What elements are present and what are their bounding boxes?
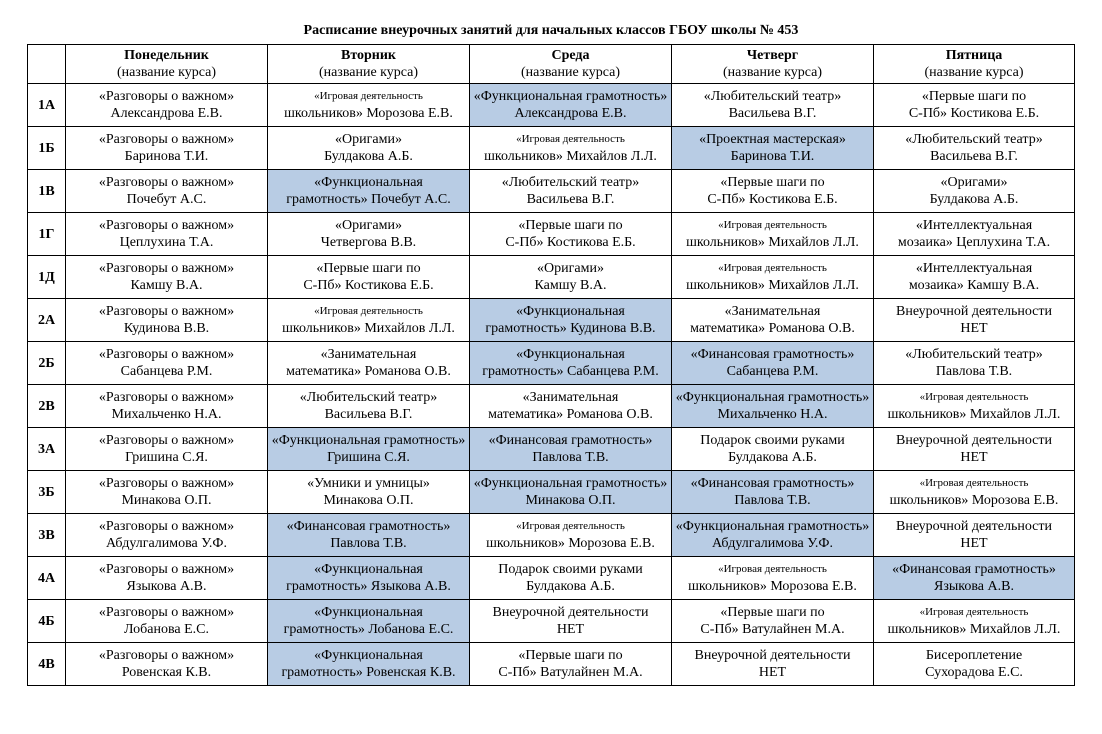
day-name: Понедельник xyxy=(124,48,209,63)
course-teacher: Абдулгалимова У.Ф. xyxy=(106,536,227,551)
schedule-cell xyxy=(470,299,672,342)
course-teacher: Языкова А.В. xyxy=(934,579,1014,594)
class-label: 1А xyxy=(28,84,66,127)
course-teacher: Павлова Т.В. xyxy=(532,450,609,465)
course-name: «Разговоры о важном» xyxy=(98,261,235,276)
course-teacher: С-Пб» Костикова Е.Б. xyxy=(505,235,636,250)
course-name: «Любительский театр» xyxy=(299,390,438,405)
course-name: «Интеллектуальная xyxy=(915,261,1033,276)
course-teacher: Васильева В.Г. xyxy=(930,149,1018,164)
schedule-cell xyxy=(66,514,268,557)
course-teacher: Михальченко Н.А. xyxy=(717,407,828,422)
course-name: «Функциональная грамотность» xyxy=(473,476,668,491)
course-teacher: Цеплухина Т.А. xyxy=(119,235,214,250)
course-teacher: НЕТ xyxy=(960,536,988,551)
day-subtitle: (название курса) xyxy=(318,65,419,80)
course-name: «Игровая деятельность xyxy=(919,606,1029,618)
course-teacher: Минакова О.П. xyxy=(121,493,212,508)
course-name: «Игровая деятельность xyxy=(718,219,827,231)
class-label: 1Д xyxy=(28,256,66,299)
schedule-cell xyxy=(268,600,470,643)
day-subtitle: (название курса) xyxy=(924,65,1024,80)
schedule-cell xyxy=(874,299,1075,342)
course-name: «Первые шаги по xyxy=(316,261,421,276)
schedule-cell xyxy=(268,471,470,514)
course-name: «Функциональная xyxy=(314,562,423,577)
schedule-cell xyxy=(470,170,672,213)
course-name: «Разговоры о важном» xyxy=(98,347,235,362)
course-name: Бисероплетение xyxy=(925,648,1023,663)
schedule-cell xyxy=(66,557,268,600)
table-row xyxy=(28,471,1075,514)
course-teacher: грамотность» Ровенская К.В. xyxy=(281,665,456,680)
course-teacher: НЕТ xyxy=(960,321,988,336)
course-teacher: Булдакова А.Б. xyxy=(728,450,817,465)
course-name: «Разговоры о важном» xyxy=(98,132,235,147)
schedule-cell xyxy=(874,643,1075,686)
course-teacher: Лобанова Е.С. xyxy=(123,622,209,637)
day-name: Среда xyxy=(551,48,590,63)
course-teacher: Гришина С.Я. xyxy=(125,450,208,465)
course-teacher: Александрова Е.В. xyxy=(514,106,627,121)
course-name: «Разговоры о важном» xyxy=(98,433,235,448)
course-name: «Разговоры о важном» xyxy=(98,519,235,534)
table-row xyxy=(28,514,1075,557)
course-teacher: школьников» Морозова Е.В. xyxy=(889,493,1059,508)
header-row xyxy=(28,45,1075,84)
course-teacher: С-Пб» Ватулайнен М.А. xyxy=(498,665,643,680)
schedule-cell xyxy=(66,643,268,686)
course-name: «Первые шаги по xyxy=(720,605,825,620)
course-teacher: Абдулгалимова У.Ф. xyxy=(712,536,833,551)
course-name: «Финансовая грамотность» xyxy=(488,433,653,448)
schedule-cell xyxy=(874,557,1075,600)
class-label: 2А xyxy=(28,299,66,342)
course-name: «Первые шаги по xyxy=(921,89,1027,104)
schedule-cell xyxy=(268,256,470,299)
course-name: «Функциональная xyxy=(516,347,625,362)
course-teacher: грамотность» Почебут А.С. xyxy=(286,192,451,207)
schedule-cell xyxy=(66,342,268,385)
schedule-cell xyxy=(470,127,672,170)
course-teacher: Гришина С.Я. xyxy=(327,450,410,465)
course-name: «Проектная мастерская» xyxy=(699,132,846,147)
schedule-cell xyxy=(470,213,672,256)
day-subtitle: (название курса) xyxy=(722,65,823,80)
course-name: «Любительский театр» xyxy=(905,132,1043,147)
course-teacher: Языкова А.В. xyxy=(126,579,207,594)
course-teacher: грамотность» Лобанова Е.С. xyxy=(283,622,454,637)
day-name: Вторник xyxy=(340,48,396,63)
day-header-tuesday xyxy=(268,45,470,84)
course-name: «Функциональная xyxy=(516,304,625,319)
course-teacher: школьников» Михайлов Л.Л. xyxy=(686,278,859,293)
course-name: Внеурочной деятельности xyxy=(694,648,851,663)
course-teacher: мозаика» Камшу В.А. xyxy=(908,278,1040,293)
course-name: «Оригами» xyxy=(335,218,402,233)
course-teacher: Михальченко Н.А. xyxy=(111,407,222,422)
course-teacher: Васильева В.Г. xyxy=(324,407,413,422)
course-teacher: Камшу В.А. xyxy=(534,278,607,293)
day-name: Четверг xyxy=(746,48,799,63)
schedule-cell xyxy=(66,385,268,428)
course-teacher: Камшу В.А. xyxy=(130,278,203,293)
course-name: «Оригами» xyxy=(940,175,1008,190)
course-teacher: школьников» Михайлов Л.Л. xyxy=(887,407,1061,422)
course-name: «Любительский театр» xyxy=(703,89,842,104)
schedule-cell xyxy=(672,428,874,471)
course-teacher: Булдакова А.Б. xyxy=(526,579,615,594)
course-teacher: математика» Романова О.В. xyxy=(690,321,855,336)
table-row xyxy=(28,299,1075,342)
course-teacher: Баринова Т.И. xyxy=(124,149,209,164)
course-name: «Игровая деятельность xyxy=(516,520,625,532)
course-name: «Функциональная грамотность» xyxy=(271,433,466,448)
day-header-friday xyxy=(874,45,1075,84)
course-teacher: Сухорадова Е.С. xyxy=(925,665,1023,680)
course-teacher: Павлова Т.В. xyxy=(330,536,407,551)
course-teacher: математика» Романова О.В. xyxy=(286,364,451,379)
table-row xyxy=(28,213,1075,256)
course-name: «Занимательная xyxy=(724,304,821,319)
schedule-cell xyxy=(672,471,874,514)
schedule-cell xyxy=(672,643,874,686)
course-teacher: школьников» Михайлов Л.Л. xyxy=(282,321,455,336)
schedule-cell xyxy=(268,557,470,600)
course-name: «Игровая деятельность xyxy=(919,477,1029,489)
course-teacher: Почебут А.С. xyxy=(126,192,207,207)
course-name: Подарок своими руками xyxy=(700,433,845,448)
course-teacher: Васильева В.Г. xyxy=(728,106,817,121)
course-name: «Игровая деятельность xyxy=(314,305,423,317)
schedule-cell xyxy=(268,170,470,213)
schedule-cell xyxy=(874,213,1075,256)
schedule-cell xyxy=(672,84,874,127)
course-teacher: Васильева В.Г. xyxy=(526,192,615,207)
class-label: 1Г xyxy=(28,213,66,256)
course-teacher: школьников» Михайлов Л.Л. xyxy=(887,622,1061,637)
course-name: «Любительский театр» xyxy=(501,175,640,190)
course-teacher: Павлова Т.В. xyxy=(734,493,811,508)
course-name: «Игровая деятельность xyxy=(718,262,827,274)
course-name: «Разговоры о важном» xyxy=(98,390,235,405)
class-label: 2В xyxy=(28,385,66,428)
course-name: «Функциональная грамотность» xyxy=(675,519,870,534)
schedule-cell xyxy=(268,514,470,557)
course-name: Внеурочной деятельности xyxy=(895,433,1052,448)
schedule-cell xyxy=(874,342,1075,385)
schedule-cell xyxy=(470,385,672,428)
class-label: 3А xyxy=(28,428,66,471)
table-row xyxy=(28,557,1075,600)
corner-cell xyxy=(28,45,66,84)
course-name: Внеурочной деятельности xyxy=(895,304,1052,319)
schedule-cell xyxy=(874,84,1075,127)
course-teacher: Булдакова А.Б. xyxy=(929,192,1019,207)
schedule-cell xyxy=(268,342,470,385)
course-teacher: школьников» Морозова Е.В. xyxy=(486,536,655,551)
schedule-cell xyxy=(672,170,874,213)
schedule-cell xyxy=(874,428,1075,471)
course-name: «Игровая деятельность xyxy=(718,563,827,575)
course-name: «Функциональная грамотность» xyxy=(675,390,870,405)
schedule-cell xyxy=(66,256,268,299)
course-teacher: С-Пб» Костикова Е.Б. xyxy=(707,192,838,207)
class-label: 2Б xyxy=(28,342,66,385)
course-name: «Первые шаги по xyxy=(720,175,825,190)
course-name: «Оригами» xyxy=(537,261,604,276)
course-teacher: грамотность» Языкова А.В. xyxy=(286,579,451,594)
course-name: «Финансовая грамотность» xyxy=(892,562,1056,577)
course-teacher: С-Пб» Костикова Е.Б. xyxy=(908,106,1040,121)
table-row xyxy=(28,127,1075,170)
schedule-cell xyxy=(874,514,1075,557)
schedule-cell xyxy=(268,299,470,342)
schedule-cell xyxy=(672,557,874,600)
schedule-cell xyxy=(470,600,672,643)
schedule-cell xyxy=(470,428,672,471)
course-name: «Разговоры о важном» xyxy=(98,89,235,104)
course-name: «Разговоры о важном» xyxy=(98,476,235,491)
schedule-cell xyxy=(874,600,1075,643)
course-teacher: школьников» Михайлов Л.Л. xyxy=(686,235,859,250)
course-teacher: С-Пб» Ватулайнен М.А. xyxy=(700,622,845,637)
course-name: «Финансовая грамотность» xyxy=(286,519,451,534)
table-row xyxy=(28,256,1075,299)
course-teacher: Булдакова А.Б. xyxy=(324,149,413,164)
schedule-cell xyxy=(874,170,1075,213)
course-name: Подарок своими руками xyxy=(498,562,643,577)
schedule-cell xyxy=(66,428,268,471)
class-label: 3Б xyxy=(28,471,66,514)
schedule-cell xyxy=(268,428,470,471)
schedule-cell xyxy=(672,127,874,170)
course-name: «Функциональная грамотность» xyxy=(473,89,668,104)
course-teacher: грамотность» Кудинова В.В. xyxy=(485,321,656,336)
course-teacher: математика» Романова О.В. xyxy=(488,407,653,422)
class-label: 3В xyxy=(28,514,66,557)
schedule-cell xyxy=(672,342,874,385)
day-header-wednesday xyxy=(470,45,672,84)
course-name: «Интеллектуальная xyxy=(915,218,1033,233)
course-name: «Разговоры о важном» xyxy=(98,562,235,577)
course-teacher: НЕТ xyxy=(960,450,988,465)
course-teacher: грамотность» Сабанцева Р.М. xyxy=(482,364,659,379)
schedule-cell xyxy=(268,127,470,170)
course-teacher: Минакова О.П. xyxy=(323,493,414,508)
course-teacher: Сабанцева Р.М. xyxy=(726,364,819,379)
schedule-cell xyxy=(470,514,672,557)
course-name: «Первые шаги по xyxy=(518,648,623,663)
schedule-cell xyxy=(672,514,874,557)
schedule-cell xyxy=(874,127,1075,170)
schedule-cell xyxy=(66,299,268,342)
schedule-cell xyxy=(66,213,268,256)
schedule-cell xyxy=(470,643,672,686)
schedule-cell xyxy=(66,170,268,213)
course-name: «Разговоры о важном» xyxy=(98,304,235,319)
day-subtitle: (название курса) xyxy=(116,65,217,80)
schedule-body xyxy=(28,84,1075,686)
schedule-cell xyxy=(268,84,470,127)
day-header-monday xyxy=(66,45,268,84)
class-label: 4Б xyxy=(28,600,66,643)
course-name: «Первые шаги по xyxy=(518,218,623,233)
course-teacher: Кудинова В.В. xyxy=(123,321,210,336)
schedule-cell xyxy=(66,600,268,643)
table-row xyxy=(28,170,1075,213)
course-teacher: мозаика» Цеплухина Т.А. xyxy=(897,235,1051,250)
day-name: Пятница xyxy=(945,48,1003,63)
course-teacher: Баринова Т.И. xyxy=(730,149,815,164)
course-teacher: школьников» Морозова Е.В. xyxy=(688,579,857,594)
course-teacher: Ровенская К.В. xyxy=(121,665,212,680)
course-name: «Разговоры о важном» xyxy=(98,605,235,620)
document-title: Расписание внеурочных занятий для начальных классов ГБОУ школы № 453 xyxy=(303,23,799,38)
course-name: Внеурочной деятельности xyxy=(492,605,649,620)
course-teacher: Четвергова В.В. xyxy=(320,235,417,250)
table-row xyxy=(28,385,1075,428)
course-name: «Игровая деятельность xyxy=(919,391,1029,403)
schedule-cell xyxy=(672,385,874,428)
schedule-cell xyxy=(470,557,672,600)
course-teacher: НЕТ xyxy=(556,622,585,637)
course-teacher: НЕТ xyxy=(758,665,787,680)
course-teacher: Минакова О.П. xyxy=(525,493,616,508)
table-row xyxy=(28,600,1075,643)
course-name: «Умники и умницы» xyxy=(307,476,430,491)
course-name: «Любительский театр» xyxy=(905,347,1043,362)
schedule-cell xyxy=(470,471,672,514)
class-label: 4А xyxy=(28,557,66,600)
course-name: «Функциональная xyxy=(314,648,423,663)
course-name: «Финансовая грамотность» xyxy=(690,476,855,491)
schedule-table xyxy=(27,44,1075,686)
course-name: «Оригами» xyxy=(335,132,402,147)
course-name: «Функциональная xyxy=(314,175,423,190)
schedule-cell xyxy=(268,213,470,256)
course-name: Внеурочной деятельности xyxy=(895,519,1052,534)
course-name: «Игровая деятельность xyxy=(516,133,625,145)
schedule-cell xyxy=(874,256,1075,299)
course-teacher: С-Пб» Костикова Е.Б. xyxy=(303,278,434,293)
table-row xyxy=(28,342,1075,385)
course-name: «Занимательная xyxy=(320,347,417,362)
schedule-cell xyxy=(672,299,874,342)
table-row xyxy=(28,428,1075,471)
schedule-cell xyxy=(874,471,1075,514)
schedule-cell xyxy=(672,600,874,643)
course-name: «Разговоры о важном» xyxy=(98,648,235,663)
schedule-cell xyxy=(470,256,672,299)
class-label: 4В xyxy=(28,643,66,686)
course-teacher: Александрова Е.В. xyxy=(110,106,223,121)
table-row xyxy=(28,643,1075,686)
schedule-cell xyxy=(470,84,672,127)
schedule-cell xyxy=(268,643,470,686)
class-label: 1Б xyxy=(28,127,66,170)
table-row xyxy=(28,84,1075,127)
course-name: «Игровая деятельность xyxy=(314,90,423,102)
schedule-cell xyxy=(66,127,268,170)
course-name: «Финансовая грамотность» xyxy=(690,347,855,362)
schedule-cell xyxy=(672,213,874,256)
schedule-cell xyxy=(470,342,672,385)
course-teacher: школьников» Морозова Е.В. xyxy=(284,106,453,121)
schedule-cell xyxy=(66,471,268,514)
course-name: «Разговоры о важном» xyxy=(98,218,235,233)
class-label: 1В xyxy=(28,170,66,213)
day-subtitle: (название курса) xyxy=(520,65,621,80)
course-teacher: школьников» Михайлов Л.Л. xyxy=(484,149,657,164)
course-name: «Разговоры о важном» xyxy=(98,175,235,190)
course-name: «Занимательная xyxy=(522,390,619,405)
schedule-cell xyxy=(66,84,268,127)
course-name: «Функциональная xyxy=(314,605,423,620)
schedule-cell xyxy=(874,385,1075,428)
schedule-cell xyxy=(672,256,874,299)
schedule-cell xyxy=(268,385,470,428)
course-teacher: Сабанцева Р.М. xyxy=(120,364,213,379)
day-header-thursday xyxy=(672,45,874,84)
course-teacher: Павлова Т.В. xyxy=(935,364,1013,379)
